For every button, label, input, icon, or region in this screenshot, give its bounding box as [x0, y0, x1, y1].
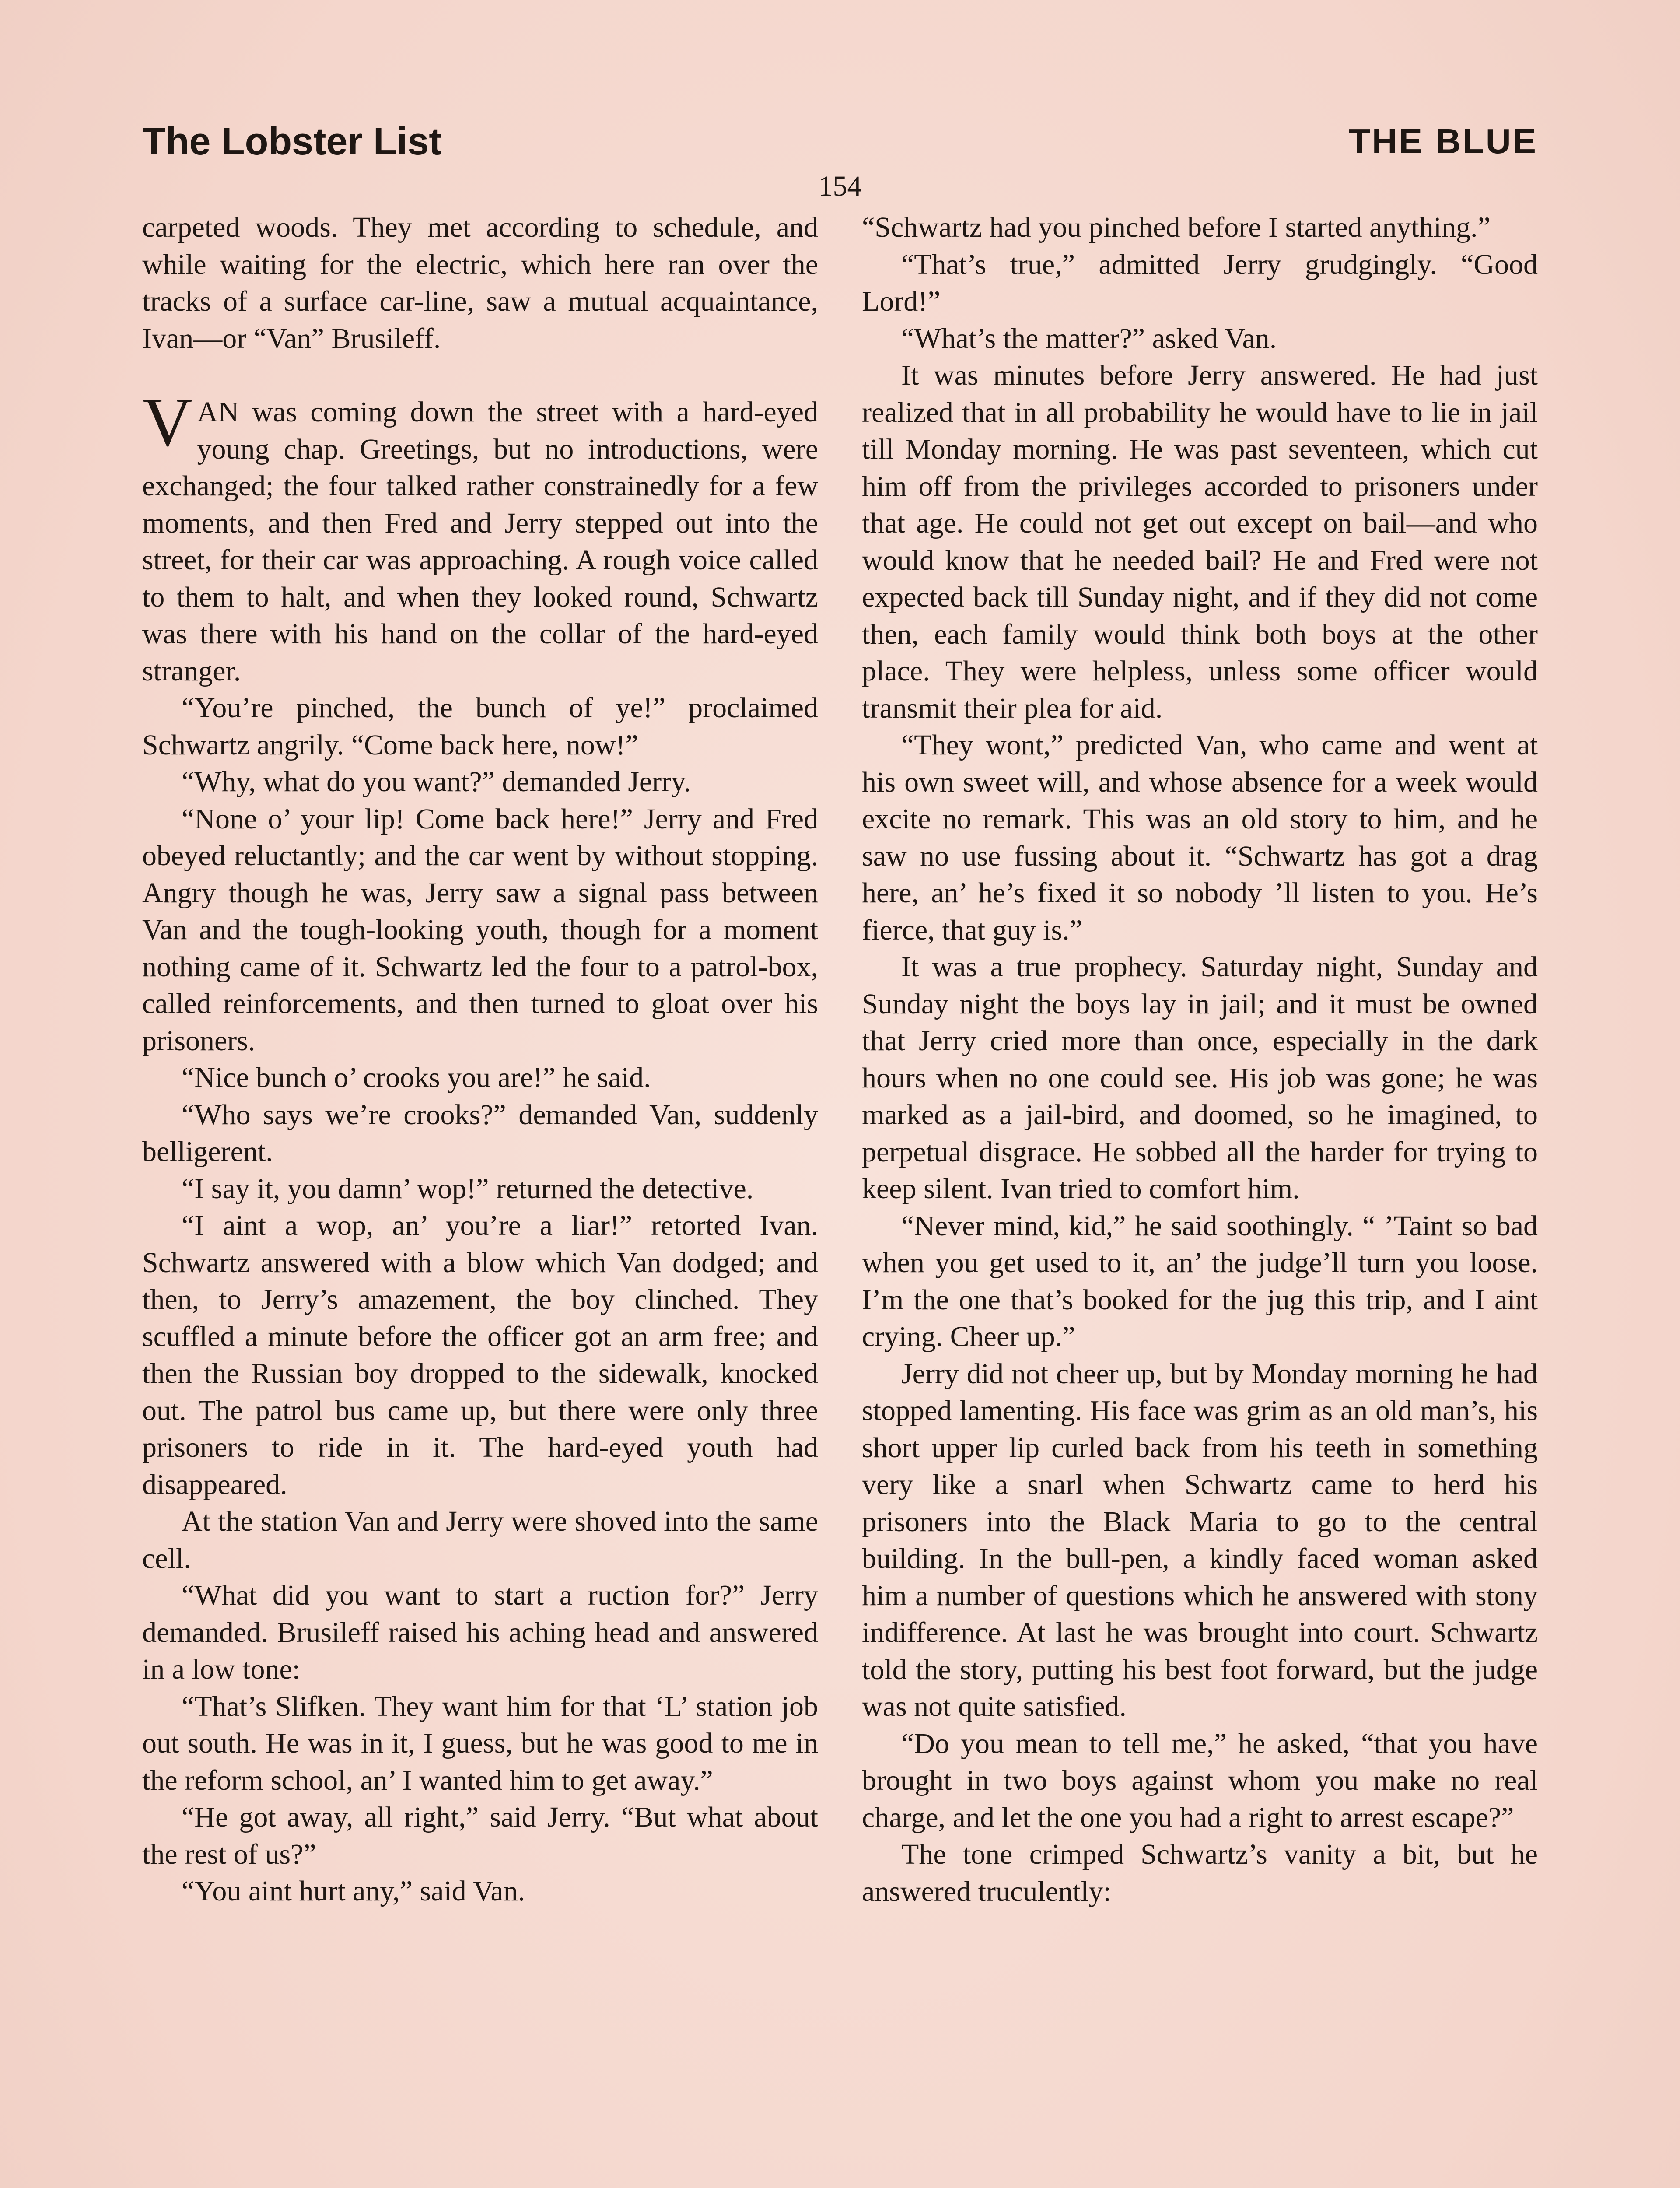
- paragraph: “You aint hurt any,” said Van.: [182, 1875, 525, 1907]
- paragraph: “Why, what do you want?” demanded Jerry.: [182, 766, 691, 798]
- paragraph: “Schwartz had you pinched before I started anything.”: [862, 211, 1491, 243]
- paragraph: “Who says we’re crooks?” demanded Van, suddenly belligerent.: [142, 1098, 818, 1168]
- paragraph: “They wont,” predicted Van, who came and went at his own sweet will, and whose absence for a week would excite no remark. This was an old story to him, and he saw no use fussing about it. “Schwartz has got a drag here, an’ he’s fixed it so nobody ’ll listen to you. He’s fierce, that guy is.”: [862, 729, 1538, 946]
- paragraph: “What’s the matter?” asked Van.: [901, 322, 1277, 354]
- paragraph: It was minutes before Jerry answered. He had just realized that in all probability he would have to lie in jail till Monday morning. He was past seventeen, which cut him off from the privileges accorded to prisoners under that age. He could not get out except on bail—and who would know that he needed bail? He and Fred were not expected back till Sunday night, and if they did not come then, each family would think both boys at the other place. They were helpless, unless some officer would transmit their plea for aid.: [862, 359, 1538, 724]
- paragraph: It was a true prophecy. Saturday night, Sunday and Sunday night the boys lay in jail; and it must be owned that Jerry cried more than once, especially in the dark hours when no one could see. His job was gone; he was marked as a jail-bird, and doomed, so he imagined, to perpetual disgrace. He sobbed all the harder for trying to keep silent. Ivan tried to comfort him.: [862, 951, 1538, 1205]
- paragraph: carpeted woods. They met according to schedule, and while waiting for the electric, which here ran over the tracks of a surface car-line, saw a mutual acquaintance, Ivan—or “Van” Brusileff.: [142, 211, 818, 354]
- paragraph: “Nice bunch o’ crooks you are!” he said.: [182, 1062, 651, 1094]
- paragraph: Jerry did not cheer up, but by Monday morning he had stopped lamenting. His face was grim as an old man’s, his short upper lip curled back from his teeth in something very like a snarl when Schwartz came to herd his prisoners into the Black Maria to go to the central building. In the bull-pen, a kindly faced woman asked him a number of questions which he answered with stony indifference. At last he was brought into court. Schwartz told the story, putting his best foot forward, but the judge was not quite satisfied.: [862, 1357, 1538, 1722]
- paragraph: “That’s Slifken. They want him for that ‘L’ station job out south. He was in it, I guess, but he was good to me in the reform school, an’ I wanted him to get away.”: [142, 1690, 818, 1796]
- paragraph: “I say it, you damn’ wop!” returned the detective.: [182, 1172, 754, 1205]
- drop-cap: V: [142, 383, 193, 461]
- text-columns: [142, 209, 1538, 2188]
- paragraph: “You’re pinched, the bunch of ye!” proclaimed Schwartz angrily. “Come back here, now!”: [142, 692, 818, 761]
- paragraph: “What did you want to start a ruction for?” Jerry demanded. Brusileff raised his aching head and answered in a low tone:: [142, 1579, 818, 1685]
- paragraph: “Do you mean to tell me,” he asked, “that you have brought in two boys against whom you make no real charge, and let the one you had a right to arrest escape?”: [862, 1727, 1538, 1834]
- paragraph-text: AN was coming down the street with a hard-eyed young chap. Greetings, but no introductions, were exchanged; the four talked rather constrainedly for a few moments, and then Fred and Jerry stepped out into the street, for their car was approaching. A rough voice called to them to halt, and when they looked round, Schwartz was there with his hand on the collar of the hard-eyed stranger.: [142, 396, 818, 687]
- paragraph: “Never mind, kid,” he said soothingly. “ ’Taint so bad when you get used to it, an’ the judge’ll turn you loose. I’m the one that’s booked for the jug this trip, and I aint crying. Cheer up.”: [862, 1210, 1538, 1353]
- right-column: [862, 209, 1538, 2188]
- paragraph: At the station Van and Jerry were shoved into the same cell.: [142, 1505, 818, 1574]
- paragraph: The tone crimped Schwartz’s vanity a bit, but he answered truculently:: [862, 1838, 1538, 1907]
- story-title: The Lobster List: [142, 119, 442, 163]
- running-header: [142, 117, 1538, 165]
- paragraph: “None o’ your lip! Come back here!” Jerry and Fred obeyed reluctantly; and the car went by without stopping. Angry though he was, Jerry saw a signal pass between Van and the tough-looking youth, though for a moment nothing came of it. Schwartz led the four to a patrol-box, called reinforcements, and then turned to gloat over his prisoners.: [142, 803, 818, 1057]
- paragraph-drop-cap: [142, 383, 818, 690]
- paragraph: “That’s true,” admitted Jerry grudgingly. “Good Lord!”: [862, 248, 1538, 317]
- magazine-title: THE BLUE: [1349, 122, 1538, 161]
- paragraph: “I aint a wop, an’ you’re a liar!” retorted Ivan. Schwartz answered with a blow which Van dodged; and then, to Jerry’s amazement, the boy clinched. They scuffled a minute before the officer got an arm free; and then the Russian boy dropped to the sidewalk, knocked out. The patrol bus came up, but there were only three prisoners to ride in it. The hard-eyed youth had disappeared.: [142, 1210, 818, 1501]
- paragraph: “He got away, all right,” said Jerry. “But what about the rest of us?”: [142, 1801, 818, 1870]
- page-number: 154: [818, 170, 862, 202]
- left-column: [142, 209, 818, 2188]
